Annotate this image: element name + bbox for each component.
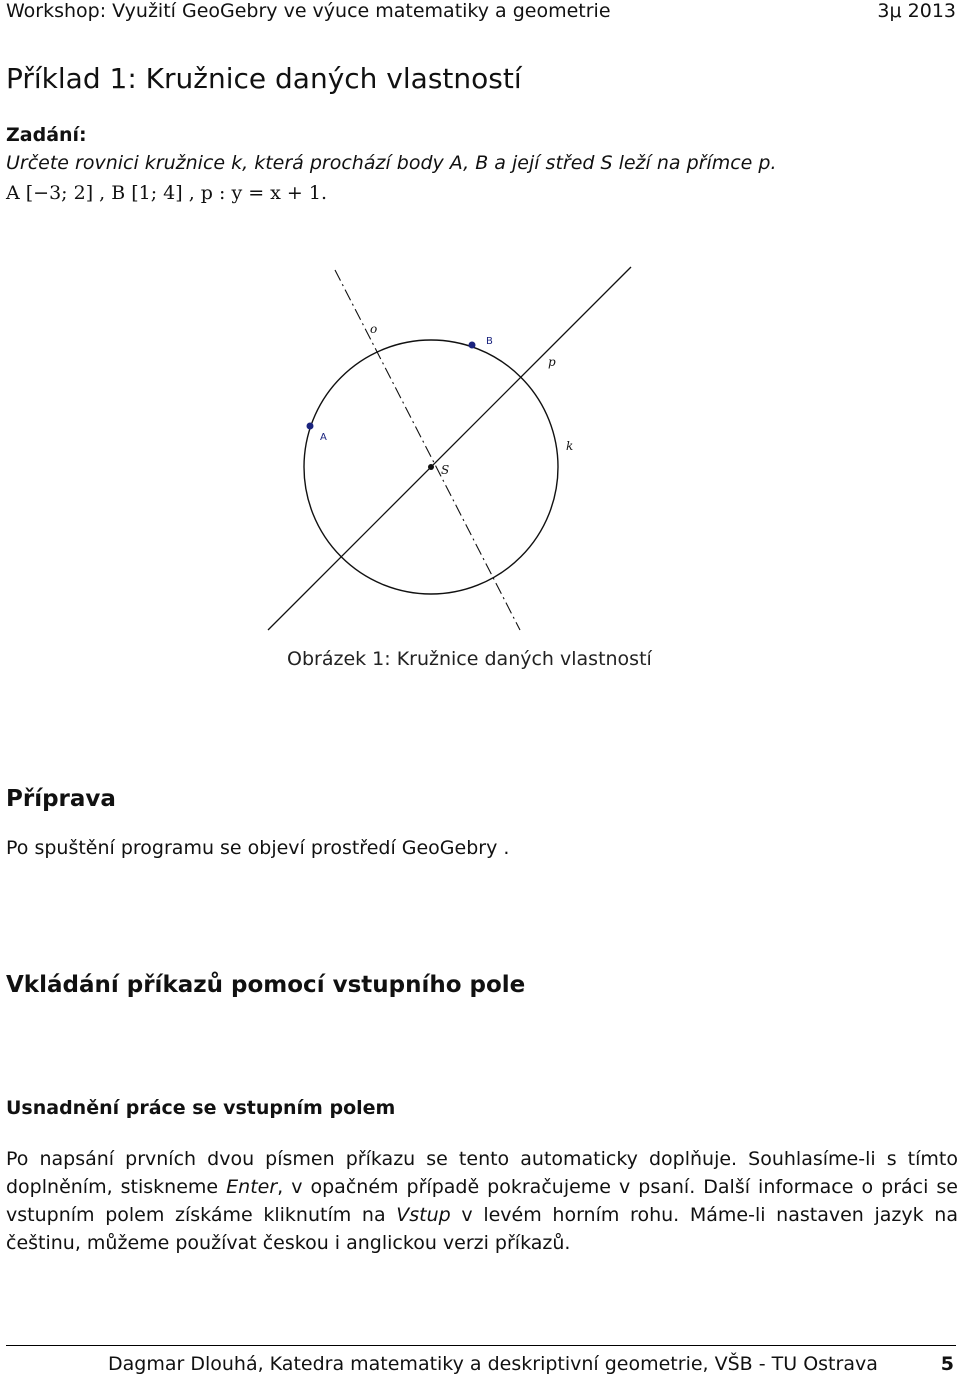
task-givens: A [−3; 2] , B [1; 4] , p : y = x + 1. [6,182,328,204]
para-vstup: Vstup [396,1204,451,1226]
running-header-title: Workshop: Využití GeoGebry ve výuce matematiky a geometrie [6,0,611,22]
para-part-3: v levém horním rohu. Máme-li nastaven jazyk na češtinu, můžeme používat českou i anglickou verzi příkazů. [6,1204,958,1254]
footer-author: Dagmar Dlouhá, Katedra matematiky a deskriptivní geometrie, VŠB - TU Ostrava [108,1353,878,1375]
running-header-date: 3μ 2013 [877,0,956,22]
line-o [335,270,520,630]
section-heading-vkladani: Vkládání příkazů pomocí vstupního pole [6,972,526,998]
task-statement: Určete rovnici kružnice k, která prochází body A, B a její střed S leží na přímce p. [6,152,777,174]
geometry-figure [260,262,640,632]
subsection-heading-usnadneni: Usnadnění práce se vstupním polem [6,1097,396,1119]
label-o: o [370,322,378,336]
para-part-2: , v opačném případě pokračujeme v psaní. Další informace o práci se vstupním polem získáme kliknutím na [6,1176,958,1226]
label-a: A [320,432,327,443]
figure-caption: Obrázek 1: Kružnice daných vlastností [287,648,652,670]
footer-rule [6,1345,956,1346]
label-s: S [441,463,450,477]
usnadneni-paragraph [6,1145,958,1257]
point-a [307,423,314,430]
point-b [469,342,476,349]
para-enter: Enter [226,1176,278,1198]
point-s [428,464,434,470]
task-heading: Zadání: [6,124,87,146]
label-p: p [548,355,556,369]
line-p [268,267,631,630]
section-heading-priprava: Příprava [6,786,116,812]
label-k: k [566,439,574,453]
label-b: B [486,336,493,347]
example-title: Příklad 1: Kružnice daných vlastností [6,62,522,95]
para-part-1: Po napsání prvních dvou písmen příkazu se tento automaticky doplňuje. Souhlasíme-li s tímto doplněním, stiskneme [6,1148,958,1198]
page-number: 5 [940,1353,954,1375]
priprava-text: Po spuštění programu se objeví prostředí GeoGebry . [6,837,510,859]
